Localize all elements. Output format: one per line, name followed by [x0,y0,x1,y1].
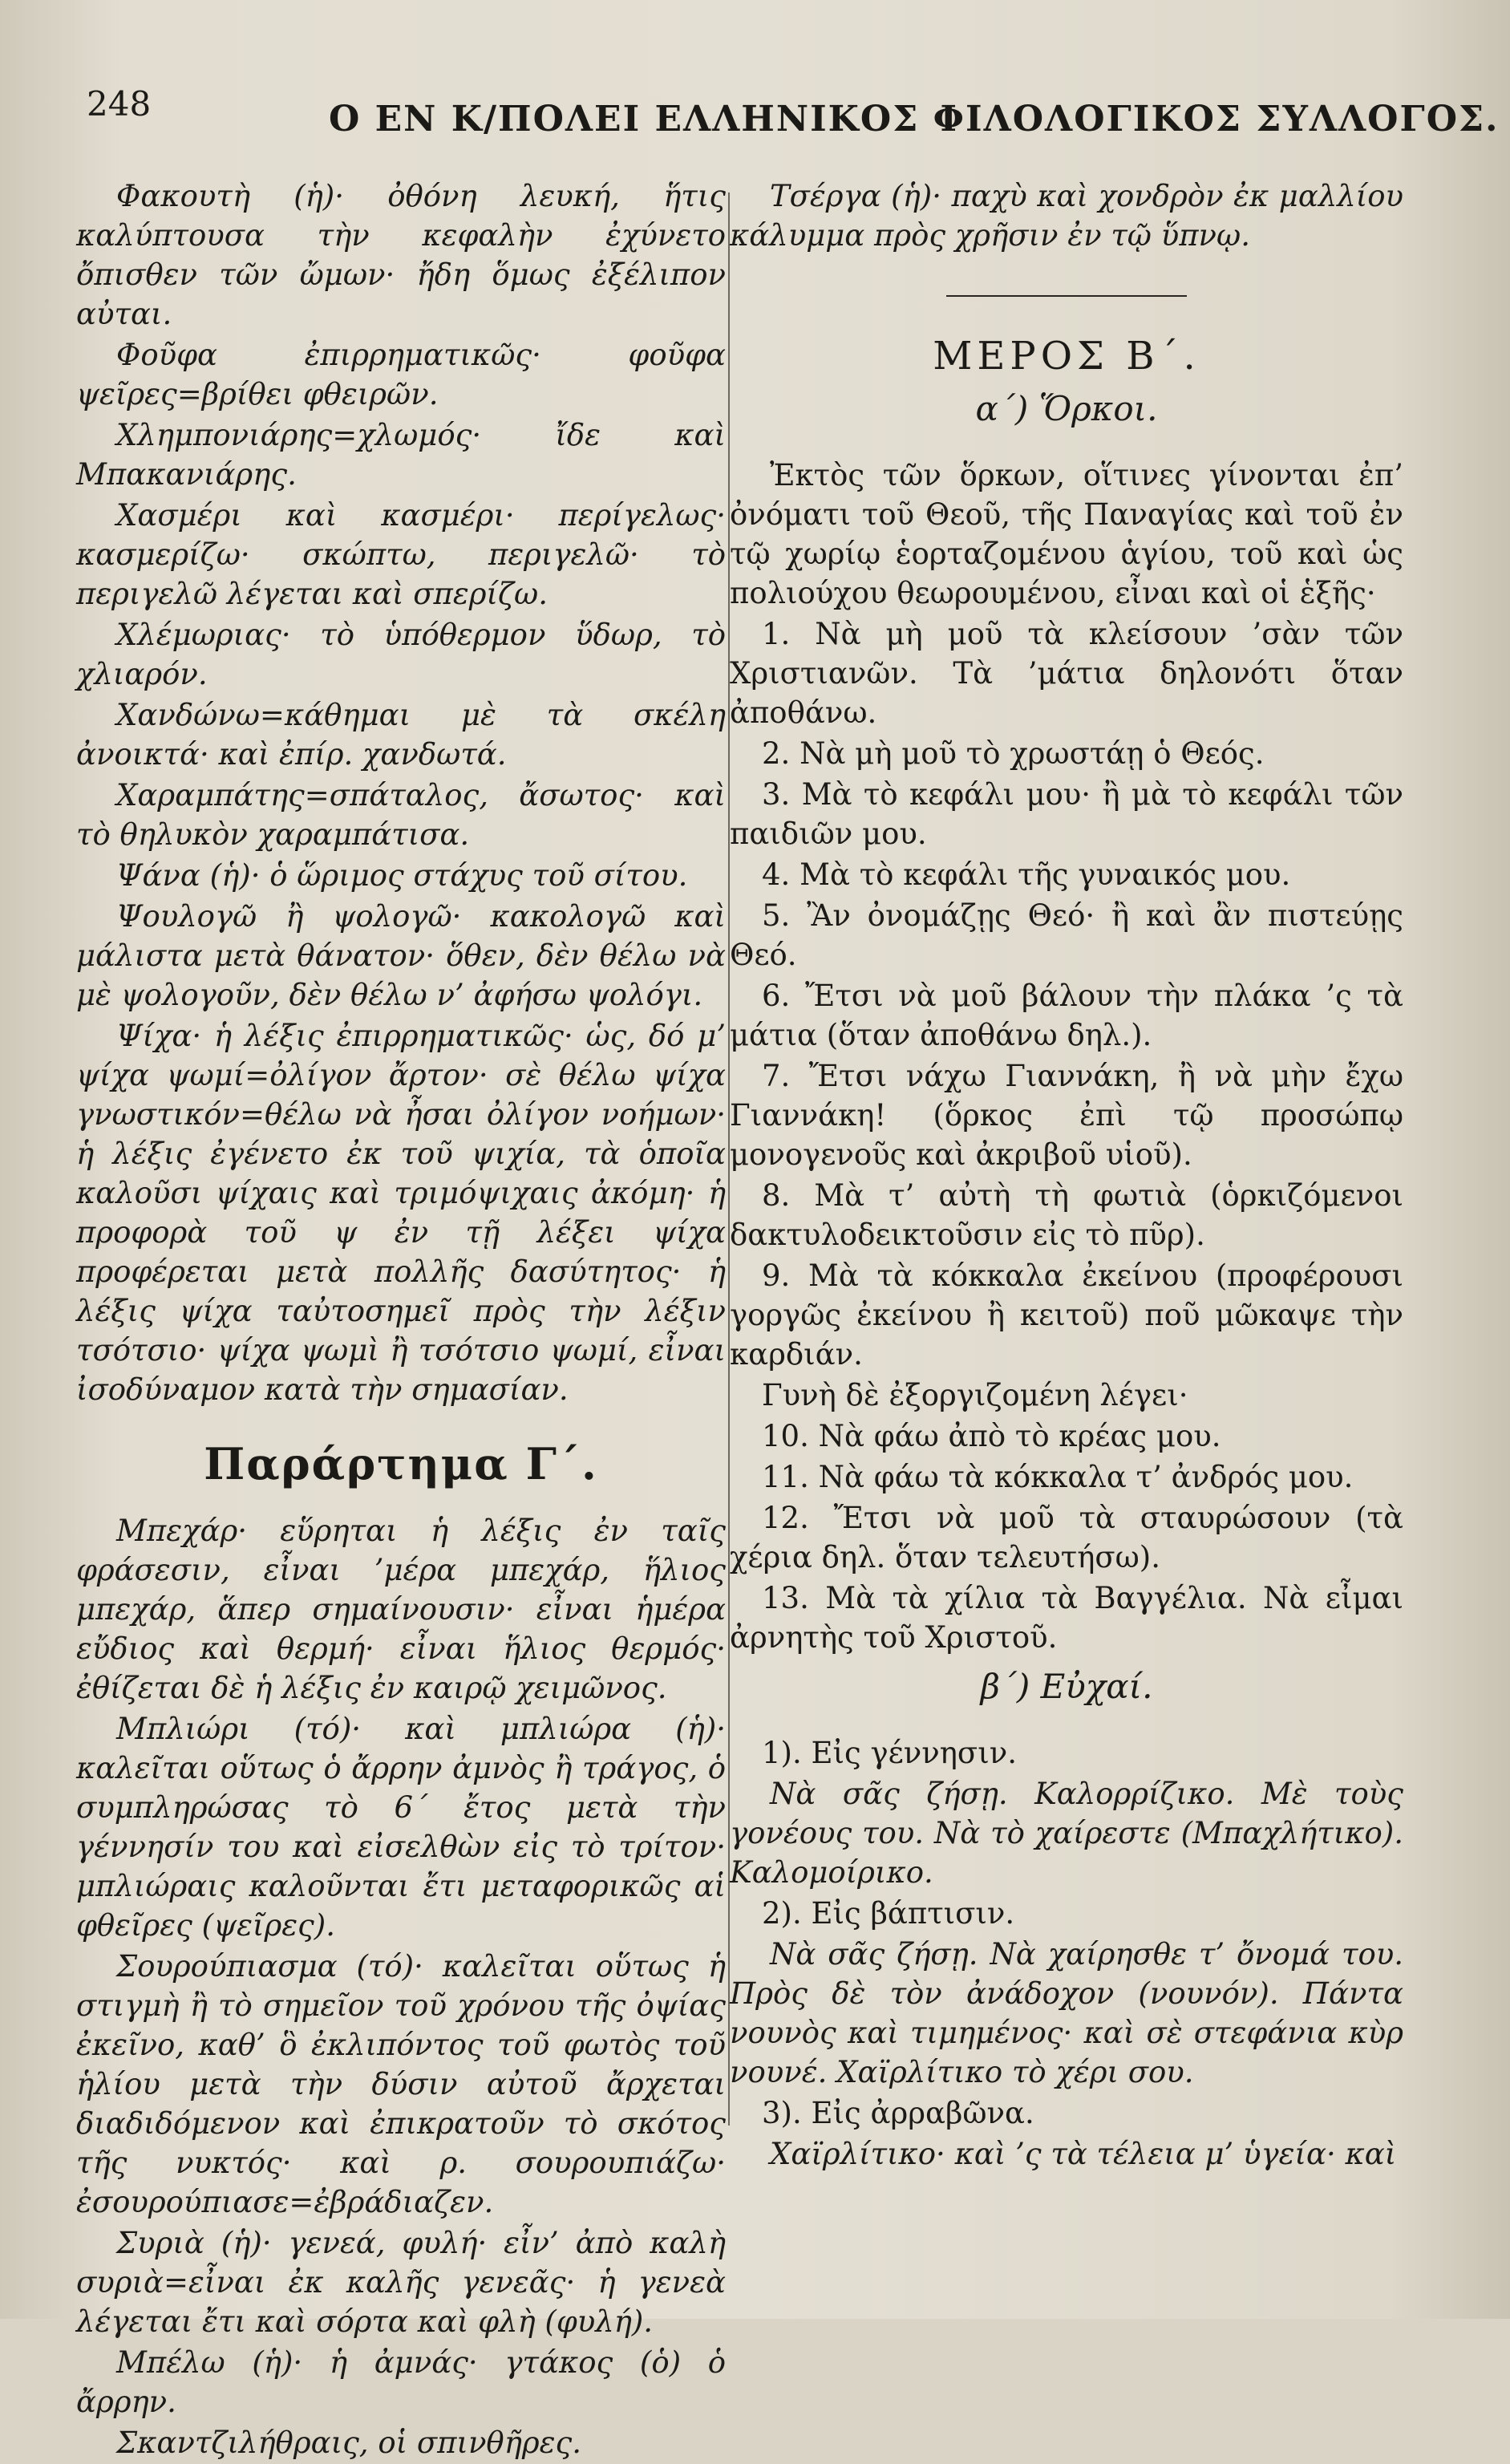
entry: Τσέργα (ἡ)· παχὺ καὶ χονδρὸν ἐκ μαλλίου κάλυμμα πρὸς χρῆσιν ἐν τῷ ὕπνῳ. [730,179,1403,253]
oath-item: 12. Ἔτσι νὰ μοῦ τὰ σταυρώσουν (τὰ χέρια δηλ. ὅταν τελευτήσω). [730,1501,1403,1574]
oath-item: 4. Μὰ τὸ κεφάλι τῆς γυναικός μου. [762,857,1291,892]
entry: Μπλιώρι (τό)· καὶ μπλιώρα (ἡ)· καλεῖται οὕτως ὁ ἄρρην ἀμνὸς ἢ τράγος, ὁ συμπληρώσας τὸ 6΄ ἔτος μετὰ τὴν γέννησίν του καὶ εἰσελθὼν εἰς τὸ τρίτον· μπλιώραις καλοῦνται ἔτι μεταφορικῶς αἱ φθεῖρες (ψεῖρες). [76,1712,726,1943]
wish-item: Νὰ σᾶς ζήσῃ. Νὰ χαίρησθε τ’ ὄνομά του. Πρὸς δὲ τὸν ἀνάδοχον (νουνόν). Πάντα νουνὸς καὶ τιμημένος· καὶ σὲ στεφάνια κὺρ νουνέ. Χαϊρλίτικο τὸ χέρι σου. [730,1937,1403,2089]
section-title-wishes: β΄) Εὐχαί. [980,1667,1153,1706]
right-column [714,176,1403,2175]
wish-item: Νὰ σᾶς ζήσῃ. Καλορρίζικο. Μὲ τοὺς γονέους του. Νὰ τὸ χαίρεστε (Μπαχλήτικο). Καλομοίρικο. [730,1777,1403,1890]
entry: Ψάνα (ἡ)· ὁ ὥριμος στάχυς τοῦ σίτου. [116,858,688,893]
oath-item: 11. Νὰ φάω τὰ κόκκαλα τ’ ἀνδρός μου. [762,1460,1354,1494]
oath-item: 6. Ἔτσι νὰ μοῦ βάλουν τὴν πλάκα ’ς τὰ μάτια (ὅταν ἀποθάνω δηλ.). [730,979,1403,1052]
oath-item: 8. Μὰ τ’ αὐτὴ τὴ φωτιὰ (ὁρκιζόμενοι δακτυλοδεικτοῦσιν εἰς τὸ πῦρ). [730,1178,1403,1252]
entry: Χλημπονιάρης=χλωμός· ἴδε καὶ Μπακανιάρης. [76,418,726,492]
entry: Μπεχάρ· εὕρηται ἡ λέξις ἐν ταῖς φράσεσιν, εἶναι ’μέρα μπεχάρ, ἥλιος μπεχάρ, ἅπερ σημαίνουσιν· εἶναι ἡμέρα εὔδιος καὶ θερμή· εἶναι ἥλιος θερμός· ἐθίζεται δὲ ἡ λέξις ἐν καιρῷ χειμῶνος. [76,1514,726,1705]
part-title: ΜΕΡΟΣ Β΄. [933,334,1200,379]
entry: Χαραμπάτης=σπάταλος, ἄσωτος· καὶ τὸ θηλυκὸν χαραμπάτισα. [76,778,726,852]
oath-item: Γυνὴ δὲ ἐξοργιζομένη λέγει· [762,1378,1188,1412]
running-title: Ο ΕΝ Κ/ΠΟΛΕΙ ΕΛΛΗΝΙΚΟΣ ΦΙΛΟΛΟΓΙΚΟΣ ΣΥΛΛΟΓΟΣ. [329,99,1500,140]
page-header [80,76,1500,148]
entry: Σκαντζιλήθραις, οἱ σπινθῆρες. [116,2426,581,2460]
section-rule [946,295,1187,297]
entry: Σουρούπιασμα (τό)· καλεῖται οὕτως ἡ στιγμὴ ἢ τὸ σημεῖον τοῦ χρόνου τῆς ὀψίας ἐκεῖνο, καθ’ ὃ ἐκλιπόντος τοῦ φωτὸς τοῦ ἡλίου μετὰ τὴν δύσιν αὐτοῦ ἄρχεται διαδιδόμενον καὶ ἐπικρατοῦν τὸ σκότος τῆς νυκτός· καὶ ρ. σουρουπιάζω· ἐσουρούπιασε=ἐβράδιαζεν. [76,1949,726,2219]
entry: Ψίχα· ἡ λέξις ἐπιρρηματικῶς· ὡς, δό μ’ ψίχα ψωμί=ὀλίγον ἄρτον· σὲ θέλω ψίχα γνωστικόν=θέλω νὰ ἦσαι ὀλίγον νοήμων· ἡ λέξις ἐγένετο ἐκ τοῦ ψιχία, τὰ ὁποῖα καλοῦσι ψίχαις καὶ τριμόψιχαις ἀκόμη· ἡ προφορὰ τοῦ ψ ἐν τῇ λέξει ψίχα προφέρεται μετὰ πολλῆς δασύτητος· ἡ λέξις ψίχα ταὐτοσημεῖ πρὸς τὴν λέξιν τσότσιο· ψίχα ψωμὶ ἢ τσότσιο ψωμί, εἶναι ἰσοδύναμον κατὰ τὴν σημασίαν. [76,1019,726,1407]
left-column [76,176,726,2464]
entry: Μπέλω (ἡ)· ἡ ἀμνάς· γτάκος (ὁ) ὁ ἄρρην. [76,2345,726,2419]
page-number: 248 [87,84,152,124]
entry: Φοῦφα ἐπιρρηματικῶς· φοῦφα ψεῖρες=βρίθει φθειρῶν. [76,338,726,411]
oath-item: 7. Ἔτσι νάχω Γιαννάκη, ἢ νὰ μὴν ἔχω Γιαννάκη! (ὅρκος ἐπὶ τῷ προσώπῳ μονογενοῦς καὶ ἀκριβοῦ υἱοῦ). [730,1059,1403,1172]
wish-item: Χαϊρλίτικο· καὶ ’ς τὰ τέλεια μ’ ὑγεία· καὶ [770,2137,1397,2171]
wish-item: 3). Εἰς ἀρραβῶνα. [762,2096,1034,2130]
oath-item: 10. Νὰ φάω ἀπὸ τὸ κρέας μου. [762,1419,1221,1453]
entry: Χασμέρι καὶ κασμέρι· περίγελως· κασμερίζω· σκώπτω, περιγελῶ· τὸ περιγελῶ λέγεται καὶ σπερίζω. [76,498,726,611]
oaths-intro: Ἐκτὸς τῶν ὅρκων, οἵτινες γίνονται ἐπ’ ὀνόματι τοῦ Θεοῦ, τῆς Παναγίας καὶ τοῦ ἐν τῷ χωρίῳ ἑορταζομένου ἁγίου, τοῦ καὶ ὡς πολιούχου θεωρουμένου, εἶναι καὶ οἱ ἑξῆς· [730,458,1403,610]
wish-item: 1). Εἰς γέννησιν. [762,1736,1017,1770]
oath-item: 3. Μὰ τὸ κεφάλι μου· ἢ μὰ τὸ κεφάλι τῶν παιδιῶν μου. [730,777,1403,851]
entry: Συριὰ (ἡ)· γενεά, φυλή· εἶν’ ἀπὸ καλὴ συριὰ=εἶναι ἐκ καλῆς γενεᾶς· ἡ γενεὰ λέγεται ἔτι καὶ σόρτα καὶ φλὴ (φυλή). [76,2226,726,2339]
wish-item: 2). Εἰς βάπτισιν. [762,1896,1015,1931]
entry: Χλέμωριας· τὸ ὑπόθερμον ὕδωρ, τὸ χλιαρόν. [76,618,726,691]
section-title-oaths: α΄) Ὅρκοι. [975,389,1158,428]
entry: Φακουτὴ (ἡ)· ὀθόνη λευκή, ἥτις καλύπτουσα τὴν κεφαλὴν ἐχύνετο ὄπισθεν τῶν ὤμων· ἤδη ὅμως ἐξέλιπον αὐται. [76,179,726,331]
oath-item: 2. Νὰ μὴ μοῦ τὸ χρωστάῃ ὁ Θεός. [762,736,1265,771]
entry: Ψουλογῶ ἢ ψολογῶ· κακολογῶ καὶ μάλιστα μετὰ θάνατον· ὅθεν, δὲν θέλω νὰ μὲ ψολογοῦν, δὲν θέλω ν’ ἀφήσω ψολόγι. [76,899,726,1012]
oath-item: 9. Μὰ τὰ κόκκαλα ἐκείνου (προφέρουσι γοργῶς ἐκείνου ἢ κειτοῦ) ποῦ μῶκαψε τὴν καρδιάν. [730,1258,1403,1372]
appendix-heading: Παράρτημα Γ΄. [204,1438,598,1489]
oath-item: 5. Ἂν ὀνομάζῃς Θεό· ἢ καὶ ἂν πιστεύῃς Θεό. [730,898,1403,972]
oath-item: 13. Μὰ τὰ χίλια τὰ Βαγγέλια. Νὰ εἶμαι ἀρνητὴς τοῦ Χριστοῦ. [730,1581,1403,1655]
oath-item: 1. Νὰ μὴ μοῦ τὰ κλείσουν ’σὰν τῶν Χριστιανῶν. Τὰ ’μάτια δηλονότι ὅταν ἀποθάνω. [730,617,1403,730]
entry: Χανδώνω=κάθημαι μὲ τὰ σκέλη ἀνοικτά· καὶ ἐπίρ. χανδωτά. [76,698,726,772]
